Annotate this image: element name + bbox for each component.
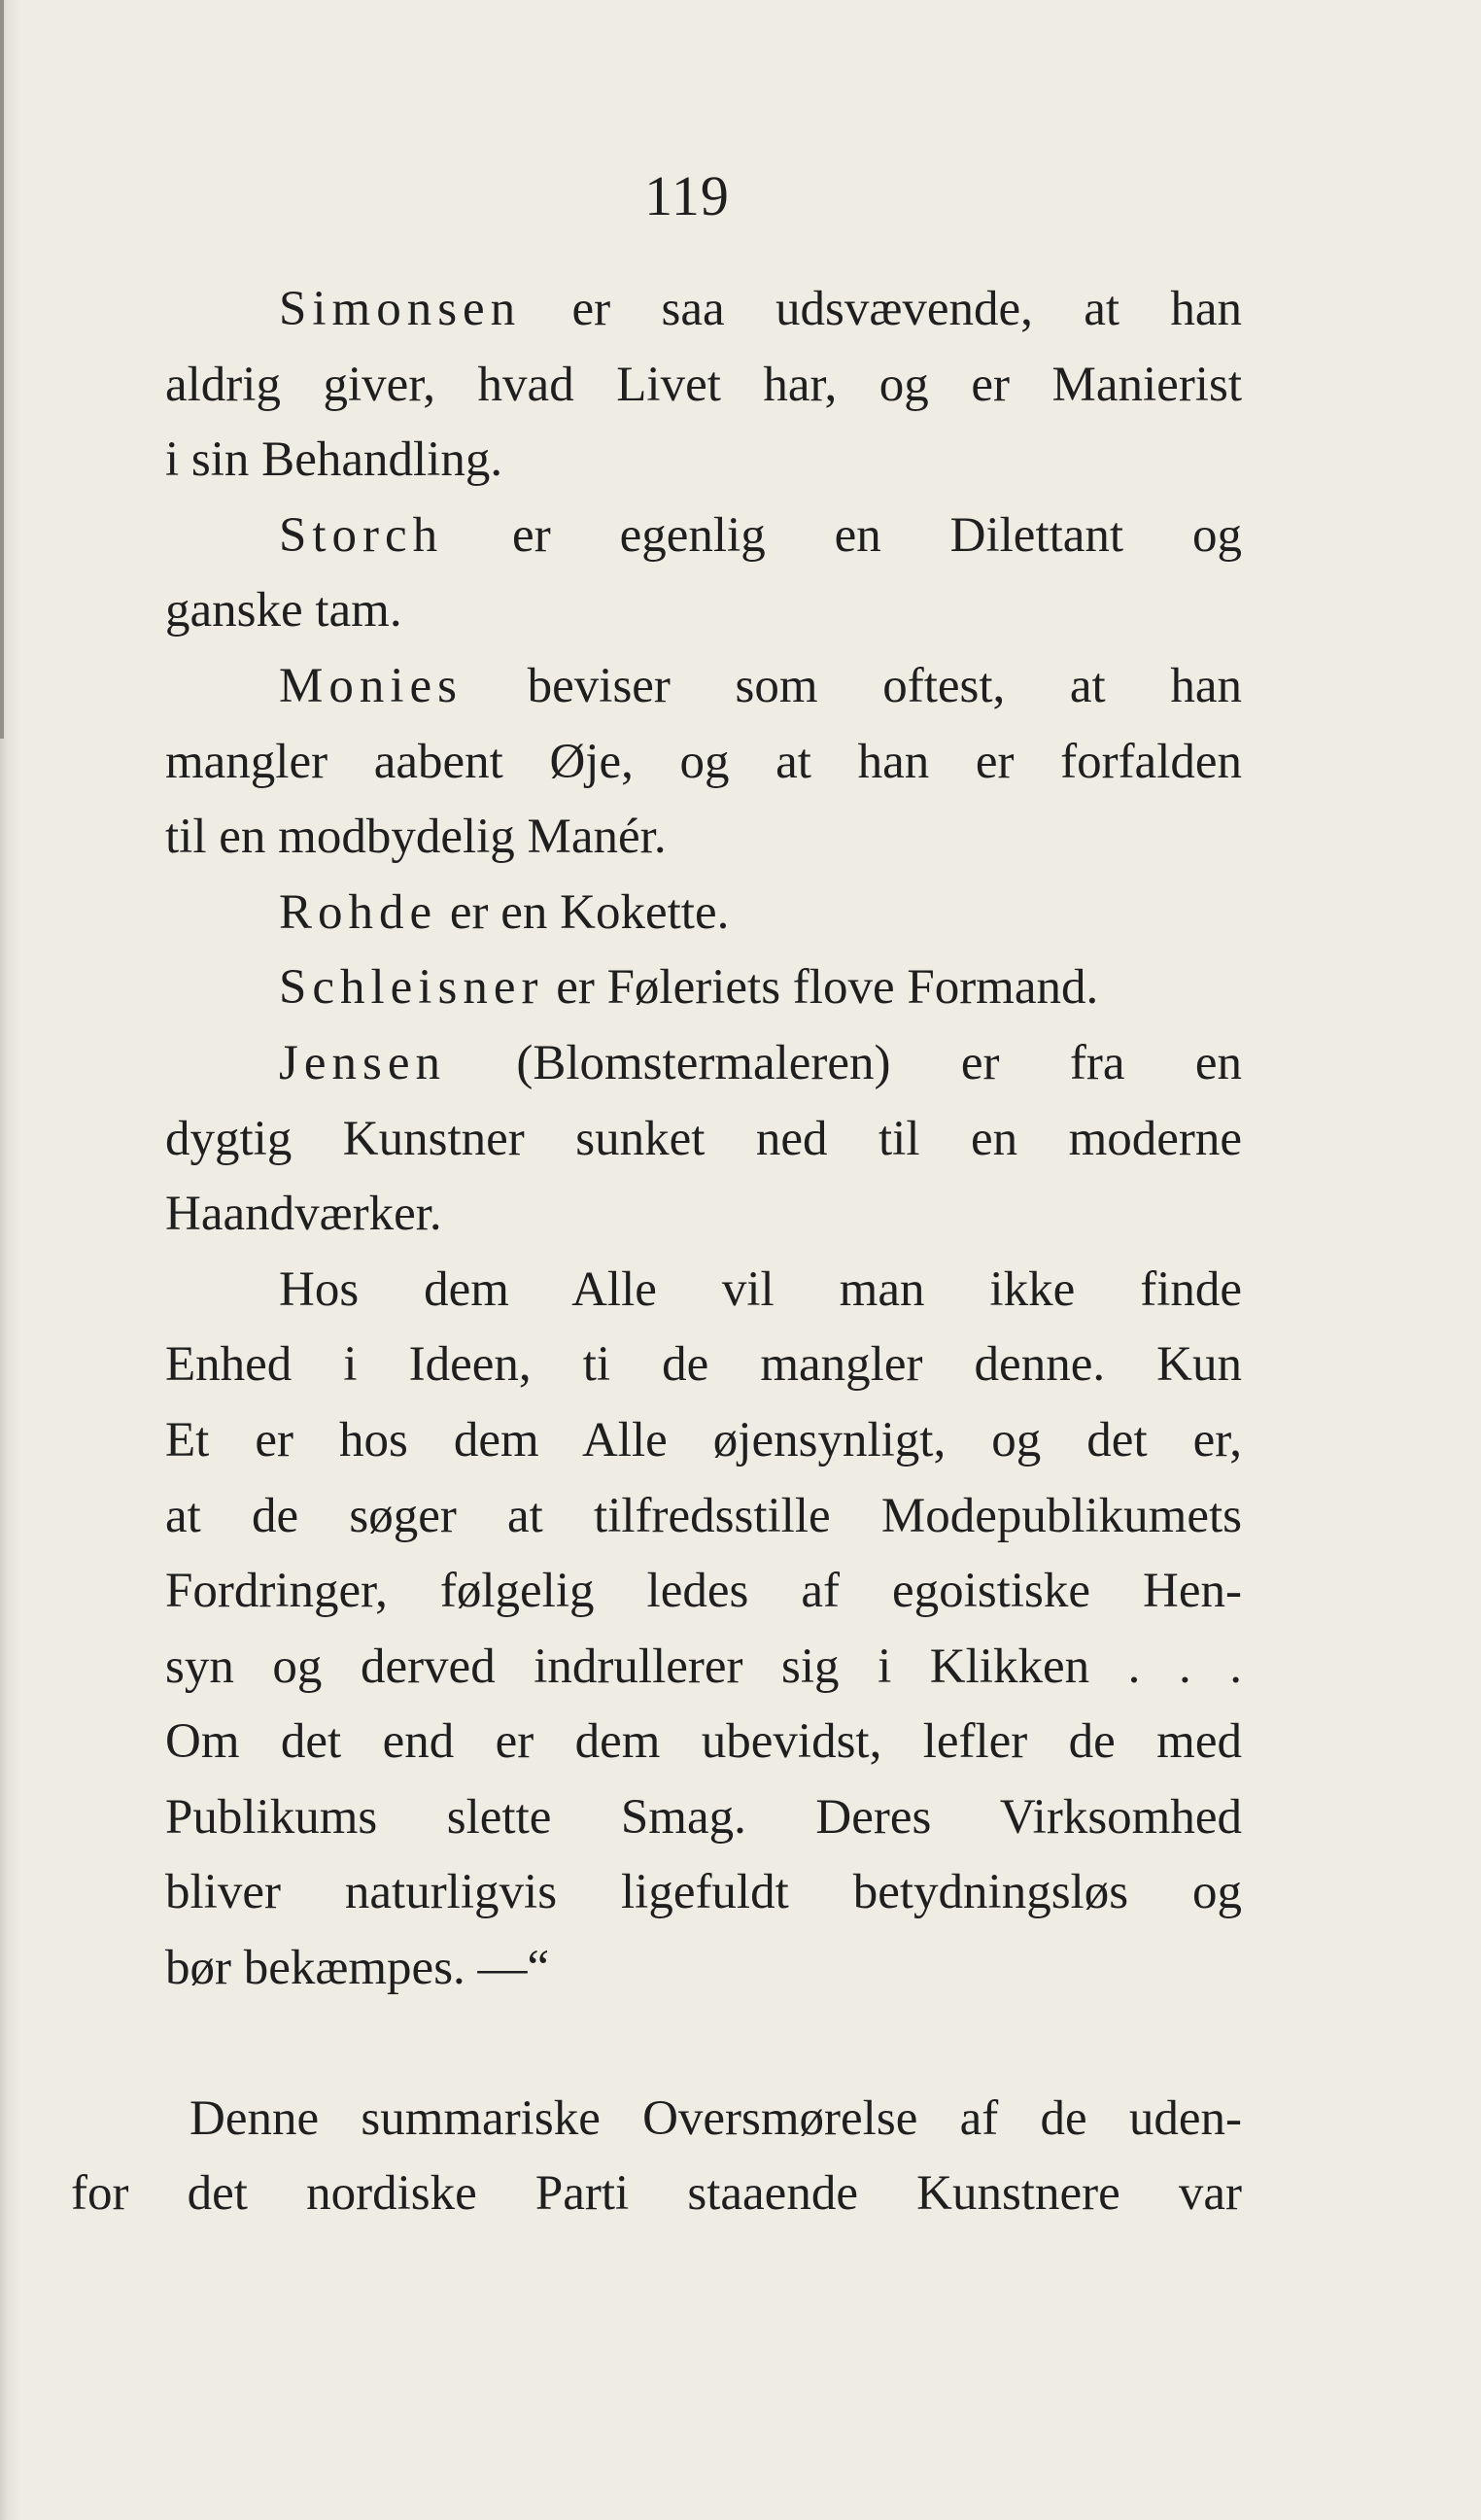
text-line: Denne summariske Oversmørelse af de uden- [189,2090,1242,2146]
text-line: Rohde er en Kokette. [279,884,730,940]
body-text [71,272,1242,2232]
paragraph-gap [165,2007,1242,2082]
text-line: aldrig giver, hvad Livet har, og er Manierist [165,357,1242,412]
text-line: dygtig Kunstner sunket ned til en moderne [165,1111,1242,1166]
text-line: Monies beviser som oftest, at han [279,658,1242,713]
text-line: Storch er egenlig en Dilettant og [279,507,1242,563]
text-line: at de søger at tilfredsstille Modepublikumets [165,1488,1242,1543]
text-line: Haandværker. [165,1187,442,1242]
text-line: Om det end er dem ubevidst, lefler de med [165,1714,1242,1770]
text-line: ganske tam. [165,583,402,639]
text-line: Simonsen er saa udsvævende, at han [279,282,1242,336]
artist-name: Schleisner [279,960,544,1016]
text-line: Fordringer, følgelig ledes af egoistiske Hen- [165,1564,1242,1619]
text-line: for det nordiske Parti staaende Kunstnere var [71,2166,1242,2222]
text-line: mangler aabent Øje, og at han er forfalden [165,734,1242,789]
artist-name: Simonsen [279,282,522,336]
text-line: Jensen (Blomstermaleren) er fra en [279,1035,1242,1090]
page-number: 119 [644,164,730,227]
text-line: bør bekæmpes. —“ [165,1941,550,1996]
text-line: til en modbydelig Manér. [165,810,667,865]
artist-name: Monies [279,658,463,713]
artist-name: Jensen [279,1035,446,1090]
text-line: Et er hos dem Alle øjensynligt, og det er, [165,1412,1242,1467]
artist-name: Storch [279,507,444,563]
text-line: Publikums slette Smag. Deres Virksomhed [165,1789,1242,1845]
text-line: syn og derved indrullerer sig i Klikken . . . [165,1639,1242,1694]
artist-name: Rohde [279,884,438,940]
text-line: i sin Behandling. [165,432,503,488]
text-line: bliver naturligvis ligefuldt betydningsløs og [165,1865,1242,1920]
text-line: Schleisner er Føleriets flove Formand. [279,960,1099,1016]
binding-shadow [0,0,4,739]
text-line: Enhed i Ideen, ti de mangler denne. Kun [165,1337,1242,1393]
text-line: Hos dem Alle vil man ikke finde [279,1261,1242,1317]
